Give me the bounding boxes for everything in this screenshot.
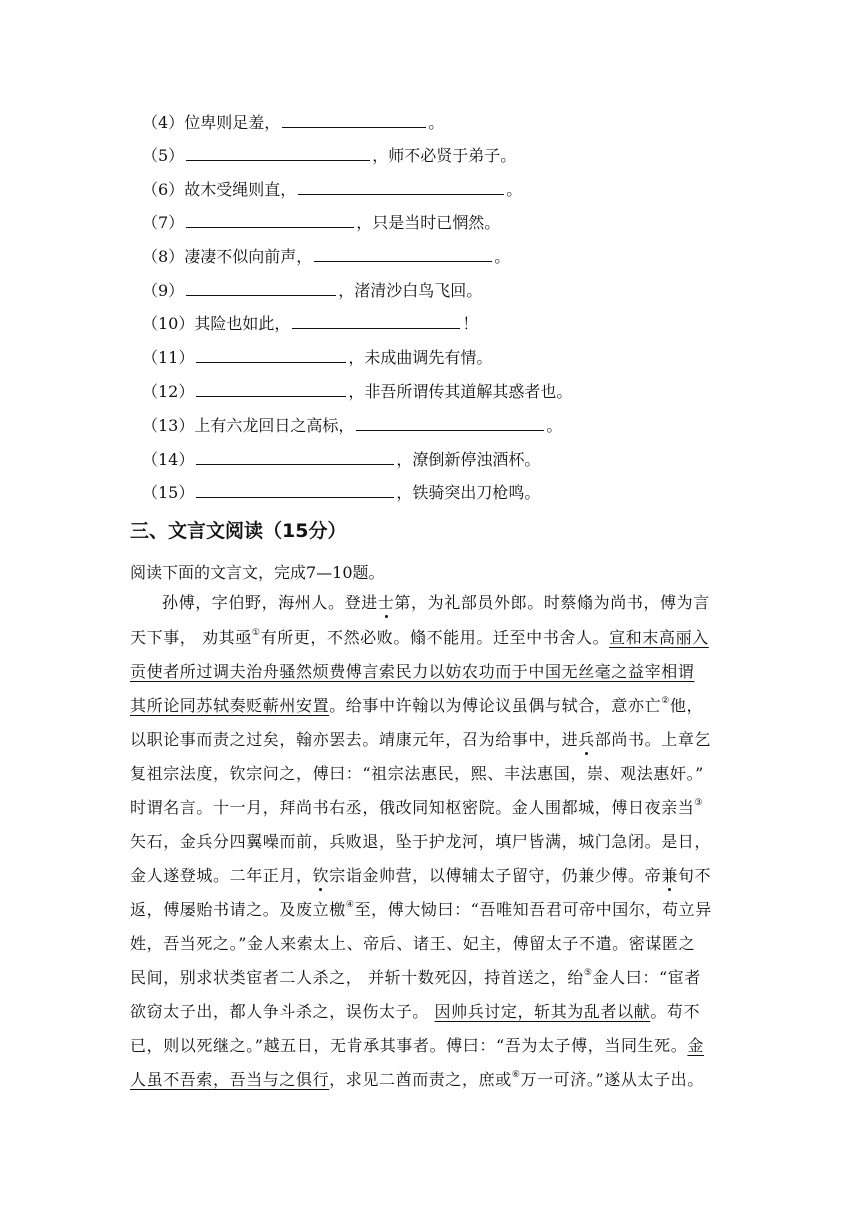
answer-blank[interactable] (298, 179, 504, 195)
fill-item-12: （12） ，非吾所谓传其道解其惑者也。 (142, 382, 573, 401)
fill-item-4: （4）位卑则足羞， 。 (142, 113, 445, 132)
passage-line: 矢石，金兵分四翼噪而前，兵败退，坠于护龙河，填尸皆满，城门急闭。是日， (130, 832, 712, 851)
fill-item-13: （13）上有六龙回日之高标， 。 (142, 416, 563, 435)
passage-line: 姓，吾当死之。”金人来索太上、帝后、诸王、妃主，傅留太子不遣。密谋匿之 (130, 934, 696, 953)
answer-blank[interactable] (314, 246, 492, 262)
passage-line: 复祖宗法度，钦宗问之，傅曰：“祖宗法惠民，熙、丰法惠国，崇、观法惠奸。” (130, 764, 704, 783)
answer-blank[interactable] (196, 482, 394, 498)
fill-item-5: （5） ，师不必贤于弟子。 (142, 146, 517, 165)
fill-item-9: （9） ，渚清沙白鸟飞回。 (142, 281, 483, 300)
passage-line: 以职论事而责之过矣，翰亦罢去。靖康元年，召为给事中，进兵部尚书。上章乞 (130, 730, 712, 749)
passage-line: 孙傅，字伯野，海州人。登进士第，为礼部员外郎。时蔡翛为尚书，傅为言 (162, 593, 710, 612)
answer-blank[interactable] (186, 145, 370, 161)
answer-blank[interactable] (196, 381, 346, 397)
passage-line: 人虽不吾索，吾当与之俱行，求见二酋而责之，庶或⑥万一可济。”遂从太子出。 (130, 1070, 704, 1089)
section-heading: 三、文言文阅读（15分） (130, 520, 347, 542)
answer-blank[interactable] (186, 280, 336, 296)
passage-line: 天下事， 劝其亟①有所更，不然必败。翛不能用。迁至中书舍人。宣和末高丽入 (130, 628, 709, 647)
passage-line: 欲窃太子出，都人争斗杀之，误伤太子。 因帅兵讨定，斩其为乱者以献。苟不 (130, 1002, 701, 1021)
answer-blank[interactable] (282, 112, 426, 128)
fill-item-7: （7） ，只是当时已惘然。 (142, 213, 501, 232)
underlined-sentence: 贡使者所过调夫治舟骚然烦费傅言索民力以妨农功而于中国无丝毫之益宰相谓 (130, 662, 695, 681)
fill-item-11: （11） ，未成曲调先有情。 (142, 348, 493, 367)
fill-item-15: （15） ，铁骑突出刀枪鸣。 (142, 483, 541, 502)
passage-line: 时谓名言。十一月，拜尚书右丞，俄改同知枢密院。金人围都城，傅日夜亲当③ (130, 798, 704, 817)
fill-item-6: （6）故木受绳则直， 。 (142, 180, 523, 199)
fill-item-8: （8）凄凄不似向前声， 。 (142, 247, 511, 266)
answer-blank[interactable] (196, 347, 346, 363)
passage-line: 金人遂登城。二年正月，钦宗诣金帅营，以傅辅太子留守，仍兼少傅。帝兼旬不 (130, 866, 712, 885)
answer-blank[interactable] (356, 415, 544, 431)
underlined-sentence: 因帅兵讨定，斩其为乱者以献 (434, 1002, 651, 1021)
passage-line: 其所论同苏轼奏贬蕲州安置。给事中许翰以为傅论议虽偶与轼合，意亦亡②他， (130, 696, 704, 715)
underlined-sentence: 金 (687, 1036, 704, 1055)
passage-line: 已，则以死继之。”越五日，无肯承其事者。傅曰：“吾为太子傅，当同生死。金 (130, 1036, 704, 1055)
answer-blank[interactable] (186, 212, 354, 228)
fill-item-10: （10）其险也如此， ！ (142, 314, 479, 333)
passage-line (130, 661, 694, 683)
underlined-sentence: 其所论同苏轼奏贬蕲州安置 (130, 696, 330, 715)
section-intro: 阅读下面的文言文，完成7—10题。 (130, 563, 385, 582)
underlined-sentence: 宣和末高丽入 (609, 628, 709, 647)
underlined-sentence: 人虽不吾索，吾当与之俱行 (130, 1070, 330, 1089)
answer-blank[interactable] (292, 313, 460, 329)
passage-line: 民间，别求状类宦者二人杀之， 并斩十数死囚，持首送之，绐⑤金人曰：“宦者 (130, 968, 701, 987)
fill-item-14: （14） ，潦倒新停浊酒杯。 (142, 450, 541, 469)
answer-blank[interactable] (196, 449, 394, 465)
passage-line: 返，傅屡贻书请之。及废立檄④至，傅大恸曰：“吾唯知吾君可帝中国尔，苟立异 (130, 900, 712, 919)
